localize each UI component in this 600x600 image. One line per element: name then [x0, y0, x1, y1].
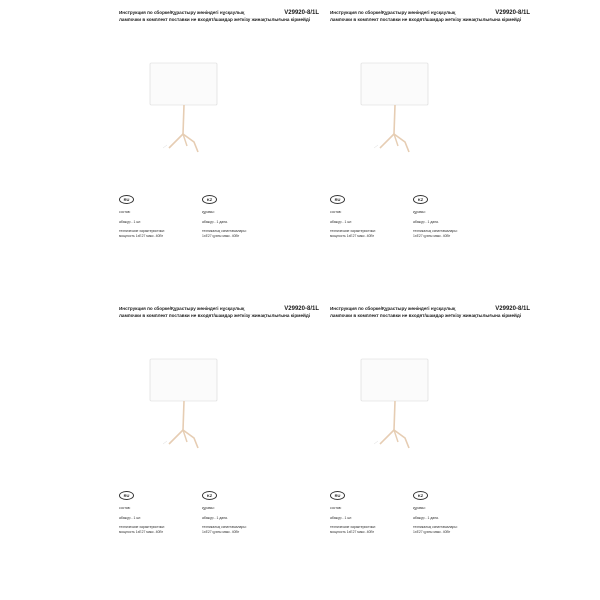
kz-contents-label: құрамы:	[413, 506, 426, 510]
lamp-cord	[374, 145, 378, 148]
ru-specs: мощность 1xE27 макс. 40Вт	[330, 529, 375, 534]
ru-specs-label: технические характеристики:	[330, 525, 376, 529]
card-title: Инструкция по сборке/Құрастыру жөніндегі нұсқаулық	[119, 306, 245, 311]
table-lamp-image	[149, 62, 229, 162]
kz-specs-label: техникалық сипаттамалары:	[413, 229, 458, 233]
lamp-cord	[374, 441, 378, 444]
ru-contents-label: состав:	[119, 506, 131, 510]
ru-specs-label: технические характеристики:	[330, 229, 376, 233]
ru-specs-label: технические характеристики:	[119, 229, 165, 233]
lamp-shade	[150, 359, 217, 401]
card-title: Инструкция по сборке/Құрастыру жөніндегі нұсқаулық	[330, 306, 456, 311]
model-number: V29920-8/1L	[495, 306, 530, 312]
instruction-card	[330, 306, 530, 566]
card-subtitle: лампочки в комплект поставки не входят/шамдар жеткізу жинақтылығына кірмейді	[119, 313, 311, 318]
kz-badge: KZ	[202, 195, 217, 204]
ru-badge: RU	[119, 491, 134, 500]
kz-item: абажур - 1 дана.	[413, 220, 439, 224]
ru-badge: RU	[119, 195, 134, 204]
card-subtitle: лампочки в комплект поставки не входят/шамдар жеткізу жинақтылығына кірмейді	[119, 17, 311, 22]
lamp-leg	[380, 430, 394, 444]
kz-item: абажур - 1 дана.	[202, 220, 228, 224]
kz-specs: 1xE27 қуаты макс. 40Вт	[202, 529, 240, 534]
ru-specs: мощность 1xE27 макс. 40Вт	[330, 233, 375, 238]
ru-specs: мощность 1xE27 макс. 40Вт	[119, 529, 164, 534]
instruction-card	[119, 306, 319, 566]
kz-specs: 1xE27 қуаты макс. 40Вт	[413, 233, 451, 238]
model-number: V29920-8/1L	[284, 306, 319, 312]
ru-item: абажур - 1 шт.	[330, 220, 353, 224]
lamp-leg	[183, 430, 198, 448]
card-subtitle: лампочки в комплект поставки не входят/шамдар жеткізу жинақтылығына кірмейді	[330, 17, 522, 22]
kz-item: абажур - 1 дана.	[413, 516, 439, 520]
lamp-shade	[361, 359, 428, 401]
lamp-leg	[169, 134, 183, 148]
lamp-leg	[169, 430, 183, 444]
model-number: V29920-8/1L	[495, 10, 530, 16]
kz-badge: KZ	[413, 195, 428, 204]
ru-badge: RU	[330, 195, 345, 204]
table-lamp-image	[149, 358, 229, 458]
kz-contents-label: құрамы:	[413, 210, 426, 214]
ru-contents-label: состав:	[119, 210, 131, 214]
kz-item: абажур - 1 дана.	[202, 516, 228, 520]
lamp-leg	[380, 134, 394, 148]
card-header	[330, 10, 530, 40]
ru-specs-label: технические характеристики:	[119, 525, 165, 529]
lamp-stem	[394, 105, 395, 134]
ru-item: абажур - 1 шт.	[330, 516, 353, 520]
card-header	[119, 10, 319, 40]
kz-specs-label: техникалық сипаттамалары:	[202, 229, 247, 233]
kz-badge: KZ	[202, 491, 217, 500]
lamp-stem	[183, 401, 184, 430]
lamp-leg	[394, 134, 409, 152]
ru-specs: мощность 1xE27 макс. 40Вт	[119, 233, 164, 238]
lamp-leg	[183, 134, 198, 152]
lamp-leg	[394, 430, 409, 448]
lamp-shade	[150, 63, 217, 105]
kz-contents-label: құрамы:	[202, 210, 215, 214]
instruction-card	[330, 10, 530, 270]
ru-item: абажур - 1 шт.	[119, 220, 142, 224]
kz-specs-label: техникалық сипаттамалары:	[413, 525, 458, 529]
instruction-card	[119, 10, 319, 270]
lamp-stem	[394, 401, 395, 430]
ru-badge: RU	[330, 491, 345, 500]
table-lamp-image	[360, 358, 440, 458]
lamp-cord	[163, 441, 167, 444]
kz-specs: 1xE27 қуаты макс. 40Вт	[413, 529, 451, 534]
card-header	[330, 306, 530, 336]
kz-specs-label: техникалық сипаттамалары:	[202, 525, 247, 529]
card-title: Инструкция по сборке/Құрастыру жөніндегі нұсқаулық	[119, 10, 245, 15]
ru-item: абажур - 1 шт.	[119, 516, 142, 520]
card-subtitle: лампочки в комплект поставки не входят/шамдар жеткізу жинақтылығына кірмейді	[330, 313, 522, 318]
card-title: Инструкция по сборке/Құрастыру жөніндегі нұсқаулық	[330, 10, 456, 15]
table-lamp-image	[360, 62, 440, 162]
kz-specs: 1xE27 қуаты макс. 40Вт	[202, 233, 240, 238]
kz-badge: KZ	[413, 491, 428, 500]
kz-contents-label: құрамы:	[202, 506, 215, 510]
model-number: V29920-8/1L	[284, 10, 319, 16]
ru-contents-label: состав:	[330, 210, 342, 214]
lamp-shade	[361, 63, 428, 105]
lamp-cord	[163, 145, 167, 148]
ru-contents-label: состав:	[330, 506, 342, 510]
lamp-stem	[183, 105, 184, 134]
card-header	[119, 306, 319, 336]
